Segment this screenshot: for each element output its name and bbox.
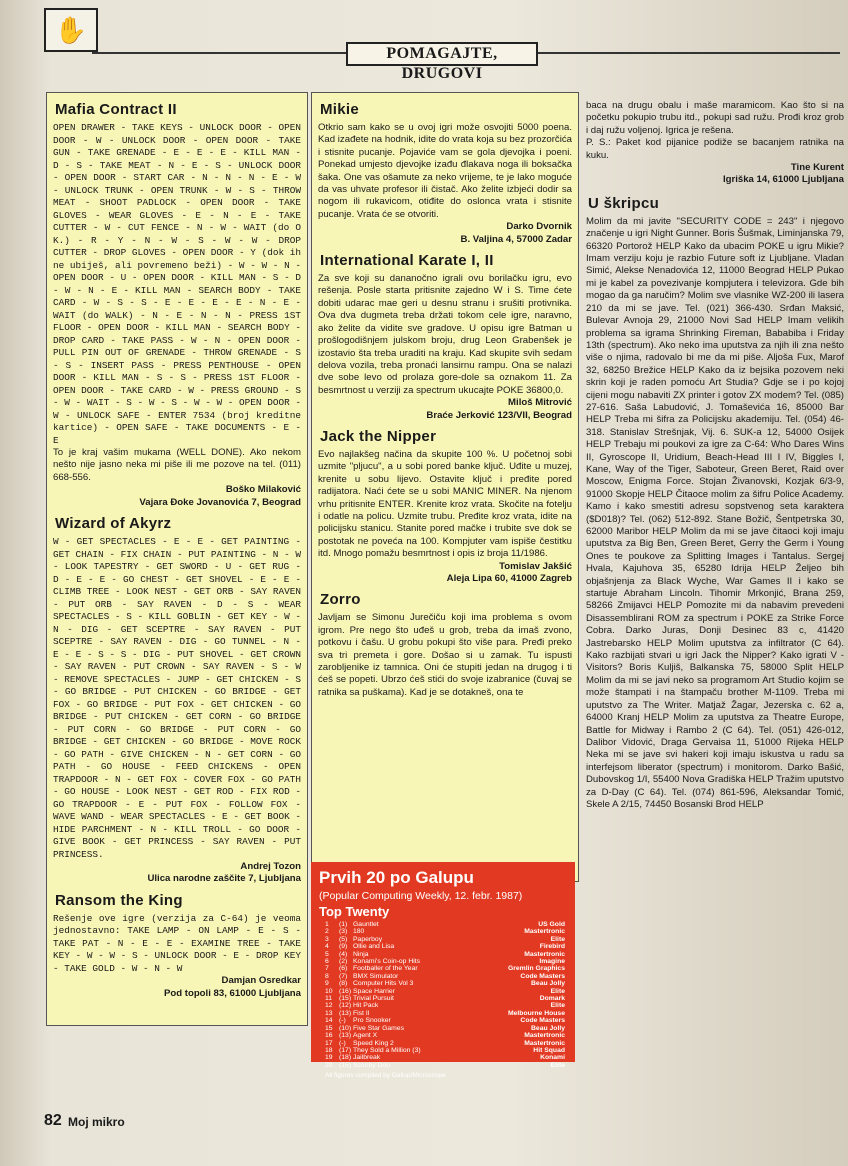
chart-game: They Sold a Million (3) — [353, 1046, 421, 1054]
chart-prev-rank: (7) — [339, 972, 348, 980]
chart-rank: 17 — [325, 1039, 333, 1047]
author: Darko Dvornik — [506, 221, 572, 233]
article-title: U škripcu — [588, 194, 660, 212]
chart-rank: 3 — [325, 935, 329, 943]
address: Ulica narodne zaščite 7, Ljubljana — [147, 873, 301, 885]
chart-row — [325, 921, 565, 928]
chart-prev-rank: (2) — [339, 958, 348, 966]
chart-publisher: Mastertronic — [524, 950, 565, 958]
chart-rank: 19 — [325, 1054, 333, 1062]
article-outro: To je kraj vašim mukama (WELL DONE). Ako nekom nešto nije jasno neka mi piše ili me pozove na tel. (011) 668-556. — [53, 447, 301, 483]
article-title: Wizard of Akyrz — [55, 515, 172, 533]
chart-rows — [311, 921, 575, 1069]
chart-game: Space Harrier — [353, 987, 395, 995]
chart-prev-rank: (1) — [339, 921, 348, 928]
chart-row — [325, 1025, 565, 1032]
chart-publisher: Melbourne House — [507, 1009, 565, 1017]
chart-rank: 18 — [325, 1046, 333, 1054]
chart-publisher: Gremlin Graphics — [507, 965, 565, 973]
chart-row — [325, 995, 565, 1002]
chart-publisher: Konami — [540, 1054, 565, 1062]
chart-prev-rank: (5) — [339, 935, 348, 943]
column-right — [586, 100, 844, 1142]
chart-rank: 1 — [325, 921, 329, 928]
address: Igriška 14, 61000 Ljubljana — [722, 174, 844, 186]
chart-row — [325, 1062, 565, 1069]
chart-prev-rank: (17) — [339, 1046, 352, 1054]
chart-row — [325, 965, 565, 972]
chart-prev-rank: (9) — [339, 943, 348, 951]
address: Braće Jerković 123/VII, Beograd — [426, 409, 572, 421]
zorro-ps: P. S.: Paket kod pijanice podiže se bacanjem ratnika na kuku. — [586, 137, 844, 161]
magazine-name: Moj mikro — [68, 1115, 125, 1129]
chart-prev-rank: (13) — [339, 1009, 352, 1017]
chart-publisher: Mastertronic — [524, 928, 565, 936]
chart-publisher: Mastertronic — [524, 1039, 565, 1047]
article-wizard — [53, 515, 301, 886]
chart-game: Speed King 2 — [353, 1039, 394, 1047]
chart-game: Ollie and Lisa — [353, 943, 395, 951]
chart-game: Hit Pack — [353, 1002, 379, 1010]
article-title: Mikie — [320, 101, 360, 118]
chart-game: Computer Hits Vol 3 — [353, 980, 414, 988]
chart-game: Jailbreak — [353, 1054, 381, 1062]
article-body: Molim da mi javite "SECURITY CODE = 243" i njegovo značenje u igri Night Gunner. Boris Šušmak, Liminjanska 79, 66320 Portorož HELP Kako da ubacim POKE u igru Mikie? Imam verziju koju je razbio Future soft iz Ljubljane. Vladan Simić, Alekse Nenadovića 12, 11000 Beograd HELP Pukao mi je kabel za povezivanje kompjutera i televizora. Gde bih mogao da ga naručim? Molim sve vlasnike WZ-200 ili lasera 210 da mi se jave. Tel. (021) 366-430. Srđan Maksić, Bulevar Avnoja 29, 21000 Novi Sad HELP Imam velikih problema sa igrama Shrinking Fireman, Bababiba i Friday 13th (spectrum). Ako neko ima uputstva za njih ili zna nešto više o njima, radovalo bi me da mi piše. Aljoša Fux, Marof 32, 68250 Brežice HELP Kako da iz bejsika pozovem neki skrin koji je raden pomoću Art Studia? Gdje se i po kojoj cijeni mogu nabaviti ZX printer i gotov ZX modem? Tel. (085) 27-616. Saša Labudović, J. Tomaševića 16, 85000 Bar HELP Treba mi šifra za Policijsku akademiju. Tel. (054) 46-318. Stanislav Strešnjak, Vij. 6. SUK-a 12, 54000 Osijek HELP Trebaju mi poukovi za igre za C-64: Who Dares Wins II, Gyroscope II, Uridium, Beach-Head III I IV, Biggles I, Kane, Way of the Tiger, Saboteur, Green Beret, Raid over Moscow, Enigma Force. Stojan Živanovski, Kozjak 6/3-9, 91000 Skopje HELP Čitaoce molim za šifru Police Academy. Kamo i kako smestiti adresu sopstvenog seta karaktera ($D018)? Tel. (062) 512-892. Stane Božič, Šentpetrska 30, 62000 Maribor HELP Molim da mi se jave čitaoci koji imaju uputstva za Big Ben, Green Beret, Gerry the Germ i Young Ones te poukove za Splitting Images i Tantalus. Sergej Hvala, Kajuhova 35, 65280 Idrija HELP Željeo bih objašnjenja za Black Wyche, War Games II i kako se startuje Abraham Lincoln. Tihomir Mrkonjić, Brana 259, 58266 Zmijavci HELP Pomozite mi da nabavim prevedeni Disassemblirani ROM za spectrum i POKE za Strike Force Cobra. Darko Juras, Donji Desinec 83 c, 41420 Jastrebarsko HELP Molim uputstva za infiltrator (C 64). Kako razbijati stvari u igri Jack the Nipper? Kako igrati V - Visitors? Boris Kuljiš, Balkanska 75, 58000 Split HELP Molim da mi se javi neko sa programom Art Studio kojim se može štampati i na štampaču brother M-1109. Treba mi uputstvo za The Writer. Matjaž Žagar, Jezerska c. 62 a, 64000 Kranj HELP Molim za uputstva za Theatre Europe, Battle for Midway i Rambo 2 (C 64). Tel. (051) 426-012, Dalibor Vidović, Draga Gervaisa 11, 51000 Rijeka HELP Neka mi se jave svi hakeri koji imaju iskustva u radu sa interfejsom liberator (spectrum) i monitorom. Darko Bašić, Dubovskog 1/I, 55400 Nova Gradiška HELP Tražim uputstvo za D-Day (C 64). Tel. (074) 861-596, Aleksandar Tomić, Skele A 2/15, 74450 Bosanski Brod HELP — [586, 215, 844, 810]
article-mikie — [318, 101, 572, 246]
chart-game: BMX Simulator — [353, 972, 399, 980]
chart-title: Prvih 20 po Galupu — [319, 868, 474, 887]
chart-prev-rank: (-) — [339, 1017, 346, 1025]
column-left — [46, 92, 308, 1026]
section-header: POMAGAJTE, DRUGOVI — [346, 42, 538, 66]
chart-rank: 4 — [325, 943, 329, 951]
address: B. Valjina 4, 57000 Zadar — [460, 233, 572, 245]
author: Damjan Osredkar — [221, 975, 301, 987]
chart-game: Konami's Coin-op Hits — [353, 958, 421, 966]
article-mafia — [53, 101, 301, 509]
chart-rank: 16 — [325, 1032, 333, 1040]
chart-row — [325, 928, 565, 935]
chart-game: Gauntlet — [353, 921, 379, 928]
chart-game: 180 — [353, 928, 365, 936]
chart-publisher: Code Masters — [520, 1017, 565, 1025]
chart-rank: 7 — [325, 965, 329, 973]
top-twenty-chart — [311, 862, 575, 1080]
article-ransom — [53, 892, 301, 1000]
chart-heading: Top Twenty — [319, 904, 390, 919]
chart-prev-rank: (18) — [339, 1054, 352, 1062]
chart-rank: 11 — [325, 995, 333, 1003]
chart-row — [325, 1040, 565, 1047]
chart-prev-rank: (12) — [339, 1002, 352, 1010]
chart-game: Footballer of the Year — [353, 965, 418, 973]
chart-publisher: Elite — [550, 1002, 565, 1010]
chart-publisher: US Gold — [538, 921, 565, 928]
chart-footer: All figures compiled by Gallup/Microscope — [325, 1072, 446, 1080]
article-title: Zorro — [320, 591, 361, 609]
article-karate — [318, 252, 572, 422]
chart-rank: 20 — [325, 1061, 333, 1069]
chart-rank: 5 — [325, 950, 329, 958]
chart-prev-rank: (8) — [339, 980, 348, 988]
chart-row — [325, 943, 565, 950]
article-body: Evo najlakšeg načina da skupite 100 %. U početnoj sobi uzmite "pljucu", a u sobi pored banke ključ. Uđite u muzej, krenite u sobu lijevo. Ostavite ključ i pređite pored radijatora. Naći ćete se u sobi MANIC MINER. Na njenom vrhu pritisnite ENTER. Krenite kroz vrata. Skočite na fotelju i odatle na policu. Uzmite trubu. Pređite kroz vrata, idite na policijsku stanicu. Stanite pored mačke i trubite sve dok se postotak ne poveća na 100. Kompjuter vam ispiše čestitku itd. Mnogo pomažu besmrtnost i opis iz broja 11/1986. — [318, 448, 572, 560]
chart-row — [325, 988, 565, 995]
author: Miloš Mitrović — [508, 397, 572, 409]
chart-game: Fist II — [353, 1009, 370, 1017]
chart-prev-rank: (15) — [339, 995, 352, 1003]
chart-prev-rank: (3) — [339, 928, 348, 936]
chart-game: Ninja — [353, 950, 369, 958]
chart-row — [325, 1047, 565, 1054]
chart-prev-rank: (10) — [339, 1024, 352, 1032]
chart-rank: 8 — [325, 972, 329, 980]
chart-row — [325, 1002, 565, 1009]
chart-game: Five Star Games — [353, 1024, 404, 1032]
address: Aleja Lipa 60, 41000 Zagreb — [446, 573, 572, 584]
chart-row — [325, 980, 565, 987]
chart-game: Trivial Pursuit — [353, 995, 394, 1003]
chart-rank: 2 — [325, 928, 329, 936]
chart-publisher: Beau Jolly — [531, 1024, 565, 1032]
article-body: Javljam se Simonu Jurečiču koji ima problema s ovom igrom. Pre nego što uđeš u grob, treba da imaš zvono, potkovu i čašu. U grobu pokupi što više para. Pređi preko sva tri premeta i gore. Došao si u zamak. Tu ispusti zarobljenike iz tamnica. Oni će stupiti jedan na drugog i ti ćeš se popeti. Ubrzo ćeš stići do svoje izabranice (čuvaj se ratnika sa puškama). Kad je se dotakneš, ona te — [318, 612, 572, 698]
author: Andrej Tozon — [240, 861, 301, 873]
chart-row — [325, 1032, 565, 1039]
article-title: Ransom the King — [55, 891, 183, 909]
article-title: International Karate I, II — [320, 252, 494, 270]
chart-row — [325, 1017, 565, 1024]
chart-subtitle: (Popular Computing Weekly, 12. febr. 1987) — [319, 890, 523, 902]
chart-rank: 13 — [325, 1009, 333, 1017]
chart-rank: 10 — [325, 987, 333, 995]
chart-rank: 6 — [325, 958, 329, 966]
chart-publisher: Domark — [539, 995, 565, 1003]
column-middle — [311, 92, 579, 882]
chart-publisher: Elite — [550, 1061, 565, 1069]
article-body: Rešenje ove igre (verzija za C-64) je veoma jednostavno: TAKE LAMP - ON LAMP - E - S - TAKE PAT - N - E - E - EXAMINE TREE - TAKE KEY - W - W - S - UNLOCK DOOR - E - DROP KEY - TAKE GOLD - W - N - W — [53, 912, 301, 974]
chart-rank: 15 — [325, 1024, 333, 1032]
chart-publisher: Beau Jolly — [531, 980, 565, 988]
chart-publisher: Hit Squad — [533, 1046, 565, 1054]
chart-publisher: Elite — [550, 935, 565, 943]
chart-row — [325, 936, 565, 943]
article-zorro — [318, 591, 572, 699]
author: Boško Milaković — [225, 484, 301, 496]
article-jack — [318, 428, 572, 585]
article-body: Za sve koji su dananočno igrali ovu borilačku igru, evo rešenja. Posle starta pritisnite zajedno W i S. Time ćete dobiti udarac mae geri u desnu stranu i srušiti protivnika. Ova dva dugmeta treba držati tokom cele igre, naravno, ako želite da vidite sve gradove. U opisu igre Batman u prošlogodišnjem julskom broju, drug Leon Grabenšek je izostavio šta treba uraditi na kraju. Kad skupite svih sedam delova vozila, treba pronaći lansirnu rampu. Ona se nalazi dve sobe levo od prolaza gore-dole sa oznakom 11. Za besmrtnost u verziji za spectrum ukucajte POKE 36800,0. — [318, 273, 572, 396]
chart-publisher: Elite — [550, 987, 565, 995]
chart-row — [325, 973, 565, 980]
chart-game: Pro Snooker — [353, 1017, 391, 1025]
chart-prev-rank: (-) — [339, 1039, 346, 1047]
chart-prev-rank: (4) — [339, 950, 348, 958]
chart-prev-rank: (16) — [339, 987, 352, 995]
chart-prev-rank: (13) — [339, 1032, 352, 1040]
chart-game: Scooby Doo — [353, 1061, 391, 1069]
chart-publisher: Mastertronic — [524, 1032, 565, 1040]
chart-prev-rank: (6) — [339, 965, 348, 973]
chart-rank: 12 — [325, 1002, 333, 1010]
author: Tomislav Jakšić — [499, 560, 572, 572]
article-title: Jack the Nipper — [320, 427, 437, 445]
chart-rank: 14 — [325, 1017, 333, 1025]
article-body: Otkrio sam kako se u ovoj igri može osvojiti 5000 poena. Kad izađete na hodnik, idite do vrata koja su bez prozorčića i stisnite pucanje. Pojaviće vam se gola djevojka i poeni. Ponekad umjesto djevojke izađu đlakava noga ili boksačka šaka. One vas ošamute za neko vrijeme, te je lako moguće da vas uhvate profesor ili čistač. Ako želite izbjeći dodir sa nogom ili rukavicom, otiđite do oslonca vrata i stisnite pucanje. Vrata će se otvoriti. — [318, 122, 572, 220]
emblem-icon: ✋ — [44, 8, 98, 52]
chart-row — [325, 1054, 565, 1061]
chart-row — [325, 951, 565, 958]
article-body: W - GET SPECTACLES - E - E - GET PAINTING - GET CHAIN - FIX CHAIN - PUT PAINTING - N - W - LOOK TAPESTRY - GET SWORD - U - GET RUG - D - E - E - GO CHEST - GET SHOVEL - E - E - CLIMB TREE - LOOK NEST - GET ORB - SAY RAVEN - PUT ORB - SAY RAVEN - D - S - WEAR SPECTACLES - S - KILL GOBLIN - GET KEY - W - N - DIG - GET SCEPTRE - SAY RAVEN - PUT SCEPTRE - SAY RAVEN - DIG - GO TUNNEL - N - E - E - S - S - DIG - PUT SHOVEL - GET CROWN - SAY RAVEN - PUT CROWN - SAY RAVEN - S - W - REMOVE SPECTACLES - JUMP - GET CHICKEN - S - GO BRIDGE - PUT CHICKEN - GO BRIDGE - GET FOX - GO BRIDGE - PUT FOX - GET CHICKEN - GO BRIDGE - PUT CHICKEN - GET CORN - GO BRIDGE - PUT CORN - GO BRIDGE - PUT CORN - GO BRIDGE - GET CHICKEN - GO BRIDGE - MOVE ROCK - GO PATH - GIVE CHICKEN - N - GET CORN - GO PATH - GO HOUSE - FEED CHICKENS - OPEN TRAPDOOR - N - GET FOX - COVER FOX - GO PATH - GO HOUSE - LOOK NEST - GET ROD - FIX ROD - GO TRAPDOOR - E - PUT FOX - FOLLOW FOX - WAVE WAND - WEAR SPECTACLES - E - GET BOOK - HIDE PARCHMENT - N - KILL TROLL - GO DOOR - GIVE BOOK - GET PRINCESS - SAY RAVEN - PUT PRINCESS. — [53, 536, 301, 860]
page-number: 82 — [44, 1112, 62, 1129]
article-body: OPEN DRAWER - TAKE KEYS - UNLOCK DOOR - OPEN DOOR - W - UNLOCK DOOR - OPEN DOOR - TAKE GUN - TAKE GRENADE - E - E - E - KILL MAN - D - S - TAKE MEAT - N - E - S - UNLOCK DOOR - OPEN DOOR - START CAR - N - N - N - E - W - UNLOCK TRUNK - OPEN TRUNK - W - S - THROW MEAT - SHOOT PADLOCK - OPEN DOOR - TAKE GLOVES - WEAR GLOVES - E - N - E - TAKE CUTTER - W - CUT FENCE - N - W - WAIT (do O K.) - R - Y - N - W - S - W - W - DROP CUTTER - DROP GLOVES - OPEN DOOR - Y (dok ih ne ubiješ, ali povremeno beži) - W - W - N - OPEN DOOR - U - OPEN DOOR - KILL MAN - S - D - W - N - E - KILL MAN - SEARCH BODY - TAKE CARD - W - S - S - E - E - E - E - N - E - WAIT (do WALK) - N - E - N - N - PRESS 1ST FLOOR - OPEN DOOR - KILL MAN - SEARCH BODY - DROP CARD - TAKE PASS - W - N - OPEN DOOR - PULL PIN OUT OF GRENADE - THROW GRENADE - S - S - INSERT PASS - PRESS PENTHOUSE - OPEN DOOR - KILL MAN - S - S - PRESS 1ST FLOOR - OPEN DOOR - TAKE CARD - W - PRESS GROUND - S - W - WAIT - S - W - S - W - W - OPEN DOOR - W - UNLOCK SAFE - ENTER 7534 (broj kreditne kartice) - OPEN SAFE - TAKE DOCUMENTS - E - E — [53, 122, 301, 446]
chart-publisher: Code Masters — [520, 972, 565, 980]
chart-row — [325, 1010, 565, 1017]
article-title: Mafia Contract II — [55, 101, 177, 118]
author: Tine Kurent — [790, 162, 844, 174]
zorro-continued: baca na drugu obalu i maše maramicom. Kao što si na početku pokupio trubu itd., pokupi sad ružu. Prođi kroz grob i daj ružu voljenoj. Igrica je rešena. — [586, 100, 844, 136]
chart-publisher: Firebird — [539, 943, 565, 951]
address: Pod topoli 83, 61000 Ljubljana — [163, 987, 301, 999]
address: Vajara Đoke Jovanovića 7, Beograd — [139, 496, 301, 508]
chart-prev-rank: (15) — [339, 1061, 352, 1069]
chart-rank: 9 — [325, 980, 329, 988]
chart-game: Paperboy — [353, 935, 383, 943]
chart-publisher: Imagine — [539, 958, 565, 966]
chart-game: Agent X — [353, 1032, 378, 1040]
chart-row — [325, 958, 565, 965]
